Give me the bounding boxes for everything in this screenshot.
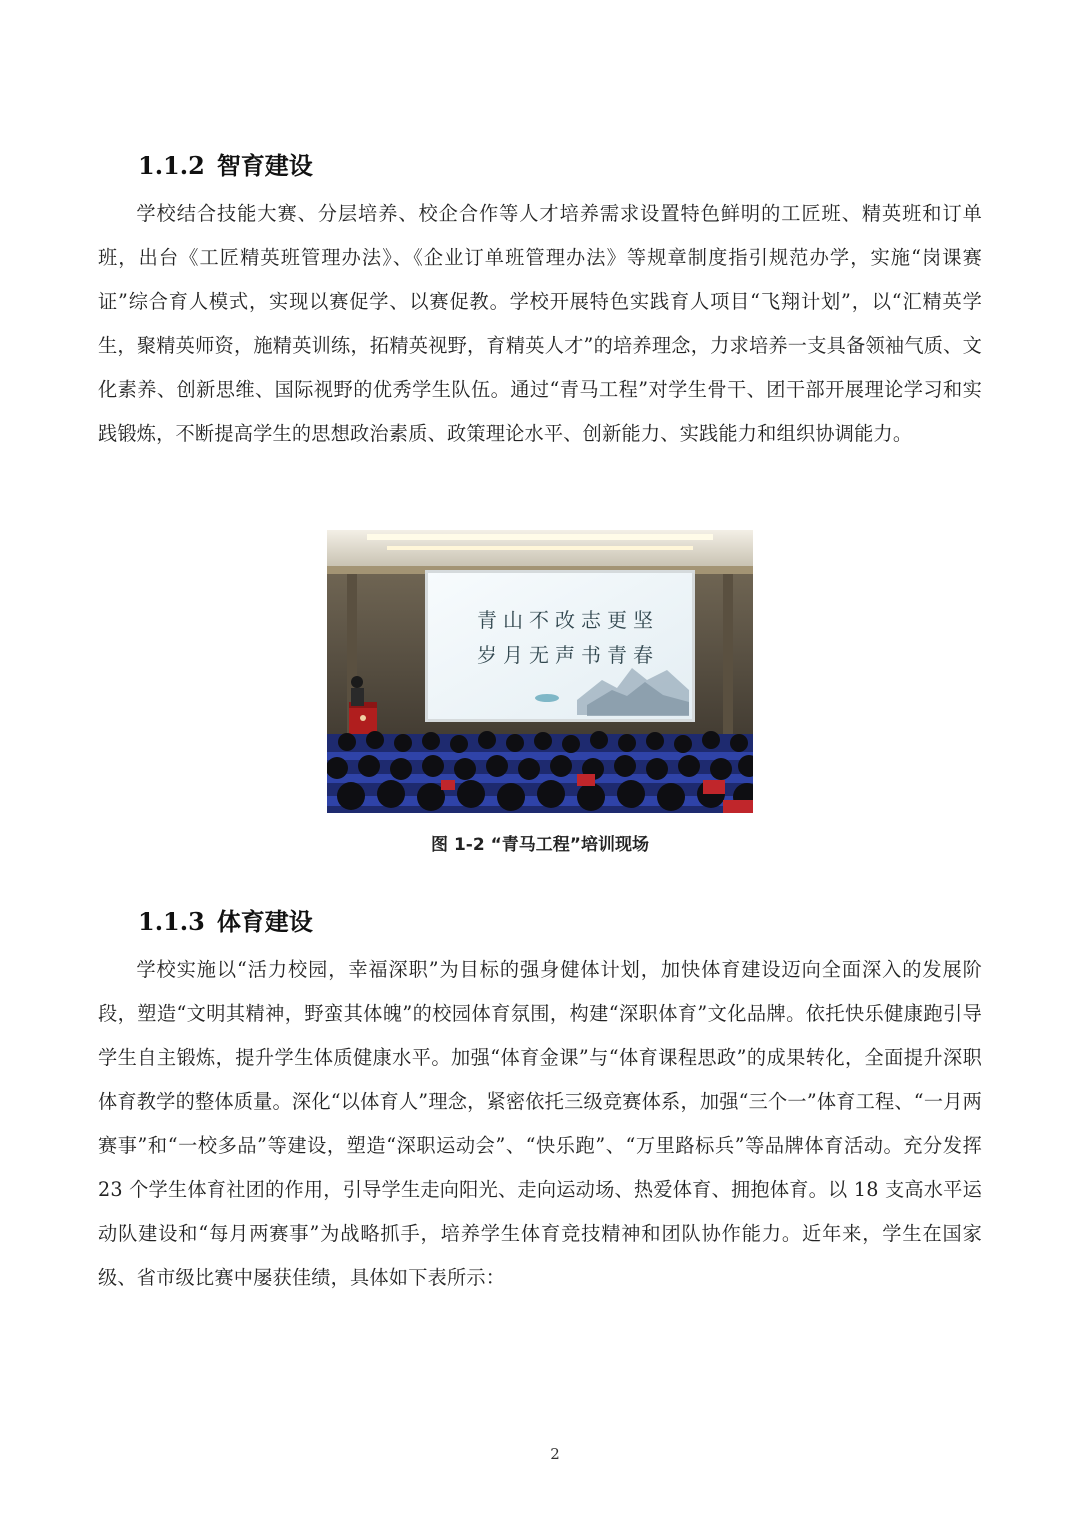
figure-caption: 图 1-2 “青马工程”培训现场 xyxy=(431,835,649,855)
screen-text-line1: 青山不改志更坚 xyxy=(477,608,659,632)
section-heading-1-1-3 xyxy=(138,902,313,937)
training-photo xyxy=(327,530,753,813)
svg-text:青山不改志更坚 xyxy=(477,608,659,632)
screen-text-line2: 岁月无声书青春 xyxy=(477,643,659,667)
paragraph-physical-education: 学校实施以“活力校园，幸福深职”为目标的强身健体计划，加快体育建设迈向全面深入的发展阶段，塑造“文明其精神，野蛮其体魄”的校园体育氛围，构建“深职体育”文化品牌。依托快乐健康跑引导学生自主锻炼，提升学生体质健康水平。加强“体育金课”与“体育课程思政”的成果转化，全面提升深职体育教学的整体质量。深化“以体育人”理念，紧密依托三级竞赛体系，加强“三个一”体育工程、“一月两赛事”和“一校多品”等建设，塑造“深职运动会”、“快乐跑”、“万里路标兵”等品牌体育活动。充分发挥 23 个学生体育社团的作用，引导学生走向阳光、走向运动场、热爱体育、拥抱体育。以 18 支高水平运动队建设和“每月两赛事”为战略抓手，培养学生体育竞技精神和团队协作能力。近年来，学生在国家级、省市级比赛中屡获佳绩，具体如下表所示： xyxy=(98,958,982,1289)
section-title: 体育建设 xyxy=(216,908,313,936)
paragraph-intellectual-education: 学校结合技能大赛、分层培养、校企合作等人才培养需求设置特色鲜明的工匠班、精英班和订单班，出台《工匠精英班管理办法》、《企业订单班管理办法》等规章制度指引规范办学，实施“岗课赛证”综合育人模式，实现以赛促学、以赛促教。学校开展特色实践育人项目“飞翔计划”，以“汇精英学生，聚精英师资，施精英训练，拓精英视野，育精英人才”的培养理念，力求培养一支具备领袖气质、文化素养、创新思维、国际视野的优秀学生队伍。通过“青马工程”对学生骨干、团干部开展理论学习和实践锻炼，不断提高学生的思想政治素质、政策理论水平、创新能力、实践能力和组织协调能力。 xyxy=(98,202,982,445)
section-number: 1.1.3 xyxy=(138,907,205,936)
page-number: 2 xyxy=(550,1445,560,1463)
section-title: 智育建设 xyxy=(216,152,313,180)
svg-text:岁月无声书青春 xyxy=(477,643,659,667)
section-heading-1-1-2 xyxy=(138,146,313,181)
section-number: 1.1.2 xyxy=(138,151,205,180)
